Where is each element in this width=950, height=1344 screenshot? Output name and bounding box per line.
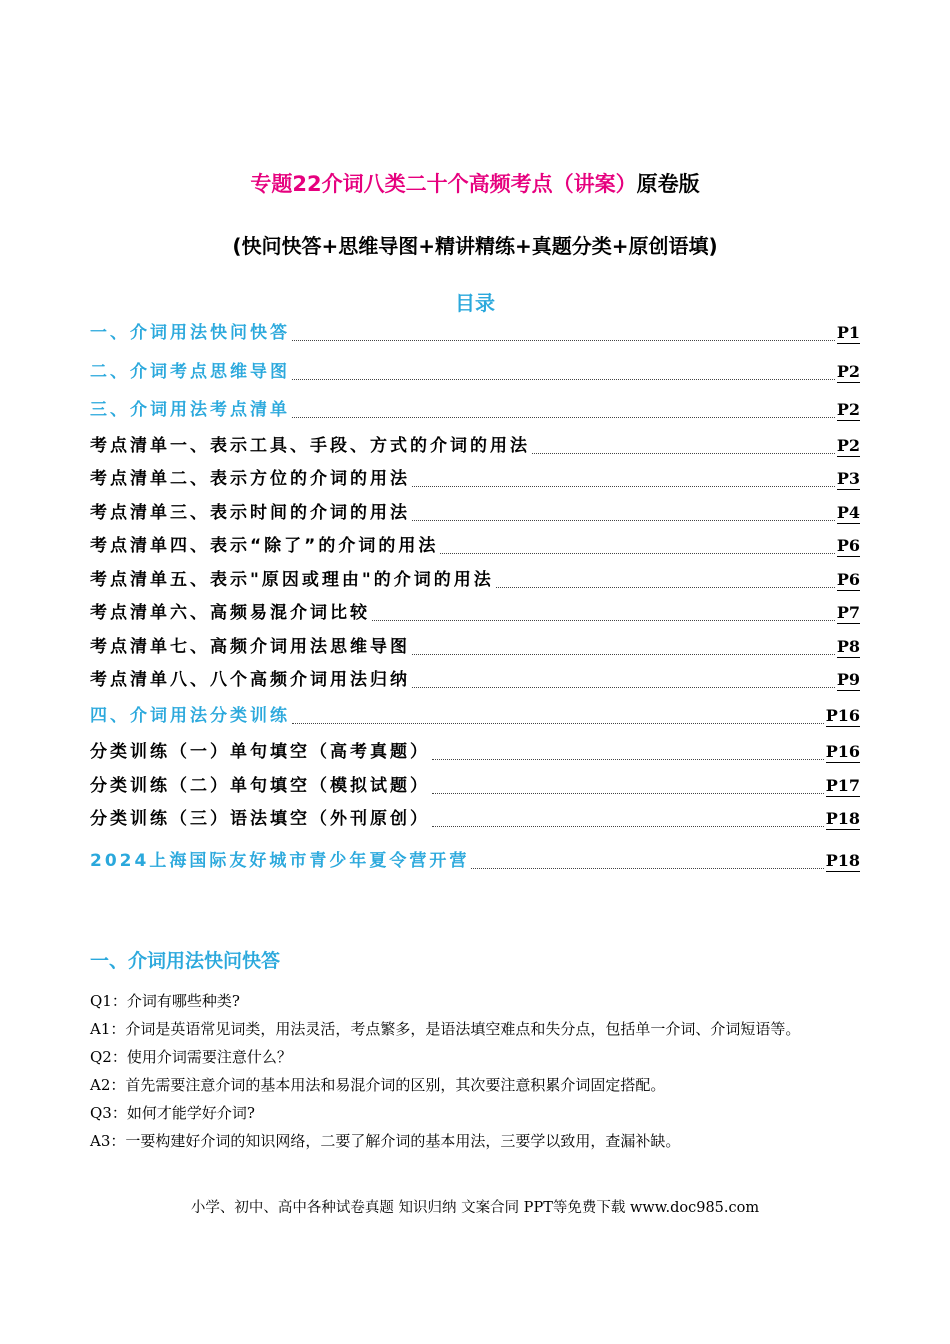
toc-page: P7 <box>836 603 860 622</box>
toc-page: P8 <box>836 637 860 656</box>
toc-label: 考点清单八、八个高频介词用法归纳 <box>90 670 410 690</box>
toc-label: 考点清单一、表示工具、手段、方式的介词的用法 <box>90 436 530 456</box>
toc-page: P9 <box>836 670 860 689</box>
answer-1: A1：介词是英语常见词类，用法灵活，考点繁多，是语法填空难点和失分点，包括单一介词、介词短语等。 <box>90 1020 801 1038</box>
toc-page: P2 <box>836 362 860 381</box>
toc-page: P2 <box>836 400 860 419</box>
toc-leader <box>412 654 835 655</box>
toc-label: 一、介词用法快问快答 <box>90 323 290 343</box>
toc-entry[interactable] <box>90 320 860 344</box>
toc-entry[interactable] <box>90 433 860 457</box>
toc-entry[interactable] <box>90 600 860 624</box>
answer-3: A3：一要构建好介词的知识网络，二要了解介词的基本用法，三要学以致用，查漏补缺。 <box>90 1132 681 1150</box>
toc-page: P6 <box>836 570 860 589</box>
toc-leader <box>471 868 823 869</box>
toc-leader <box>412 520 835 521</box>
qa-block <box>90 987 862 1155</box>
toc-entry[interactable] <box>90 739 860 763</box>
toc-leader <box>372 620 835 621</box>
toc-page: P3 <box>836 469 860 488</box>
toc-entry[interactable] <box>90 397 860 421</box>
toc-page: P2 <box>836 436 860 455</box>
toc-entry[interactable] <box>90 703 860 727</box>
toc-leader <box>412 486 835 487</box>
toc-page: P6 <box>836 536 860 555</box>
toc-leader <box>412 687 835 688</box>
toc-leader <box>432 826 824 827</box>
toc-label: 分类训练（二）单句填空（模拟试题） <box>90 776 430 796</box>
toc-leader <box>496 587 835 588</box>
toc-entry[interactable] <box>90 500 860 524</box>
toc-entry[interactable] <box>90 567 860 591</box>
toc-leader <box>292 723 824 724</box>
toc-entry[interactable] <box>90 806 860 830</box>
toc-page: P16 <box>825 706 860 725</box>
toc-label: 考点清单二、表示方位的介词的用法 <box>90 469 410 489</box>
toc-label: 二、介词考点思维导图 <box>90 362 290 382</box>
toc-page: P18 <box>825 851 860 870</box>
toc-entry[interactable] <box>90 533 860 557</box>
toc-entry[interactable] <box>90 773 860 797</box>
title-main: 专题22介词八类二十个高频考点（讲案） <box>250 172 637 196</box>
document-subtitle: (快问快答+思维导图+精讲精练+真题分类+原创语填) <box>232 234 718 258</box>
toc-page: P4 <box>836 503 860 522</box>
toc-page: P16 <box>825 742 860 761</box>
toc-leader <box>440 553 834 554</box>
toc-label: 分类训练（一）单句填空（高考真题） <box>90 742 430 762</box>
toc-label: 三、介词用法考点清单 <box>90 400 290 420</box>
toc-label: 考点清单六、高频易混介词比较 <box>90 603 370 623</box>
document-title <box>0 168 950 198</box>
toc-label: 四、介词用法分类训练 <box>90 706 290 726</box>
question-2: Q2：使用介词需要注意什么？ <box>90 1048 292 1066</box>
toc-page: P18 <box>825 809 860 828</box>
toc-page: P17 <box>825 776 860 795</box>
toc-leader <box>532 453 835 454</box>
toc-leader <box>292 340 835 341</box>
toc-entry[interactable] <box>90 848 860 872</box>
title-version: 原卷版 <box>636 172 700 196</box>
toc-label: 考点清单四、表示“除了”的介词的用法 <box>90 536 439 556</box>
toc-label: 考点清单五、表示"原因或理由"的介词的用法 <box>90 570 494 590</box>
toc-leader <box>292 417 835 418</box>
question-1: Q1：介词有哪些种类? <box>90 992 240 1010</box>
toc-leader <box>292 379 835 380</box>
toc-label: 考点清单七、高频介词用法思维导图 <box>90 637 410 657</box>
toc-page: P1 <box>836 323 860 342</box>
toc-heading: 目录 <box>455 291 495 315</box>
toc-leader <box>432 793 824 794</box>
toc-label: 2024上海国际友好城市青少年夏令营开营 <box>90 851 470 871</box>
answer-2: A2：首先需要注意介词的基本用法和易混介词的区别，其次要注意积累介词固定搭配。 <box>90 1076 666 1094</box>
toc-label: 分类训练（三）语法填空（外刊原创） <box>90 809 430 829</box>
toc-label: 考点清单三、表示时间的介词的用法 <box>90 503 410 523</box>
toc-entry[interactable] <box>90 359 860 383</box>
toc-entry[interactable] <box>90 667 860 691</box>
toc-entry[interactable] <box>90 634 860 658</box>
toc-entry[interactable] <box>90 466 860 490</box>
section-heading: 一、介词用法快问快答 <box>90 950 281 972</box>
question-3: Q3：如何才能学好介词? <box>90 1104 255 1122</box>
toc-leader <box>432 759 824 760</box>
page-footer: 小学、初中、高中各种试卷真题 知识归纳 文案合同 PPT等免费下载 www.doc985.com <box>190 1200 760 1216</box>
